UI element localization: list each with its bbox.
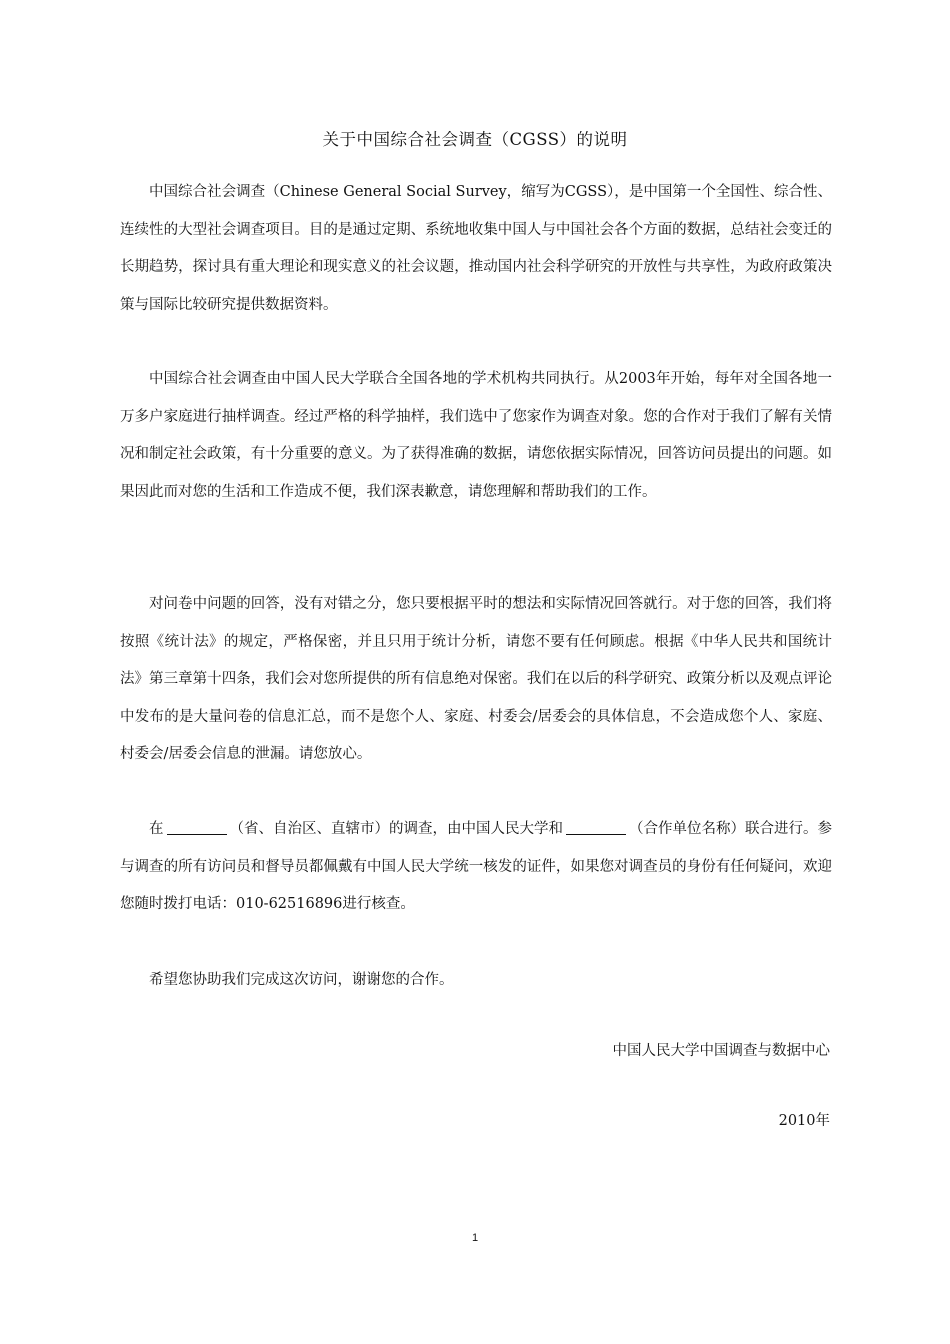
- signature-organization: 中国人民大学中国调查与数据中心: [612, 1043, 830, 1059]
- p4-text-part2: （省、自治区、直辖市）的调查，由中国人民大学和: [229, 821, 563, 837]
- paragraph-introduction: 中国综合社会调查（Chinese General Social Survey，缩写为CGSS），是中国第一个全国性、综合性、连续性的大型社会调查项目。目的是通过定期、系统地收集中国人与中国社会各个方面的数据，总结社会变迁的长期趋势，探讨具有重大理论和现实意义的社会议题，推动国内社会科学研究的开放性与共享性，为政府政策决策与国际比较研究提供数据资料。: [120, 184, 832, 313]
- signature-year: 2010年: [778, 1113, 830, 1129]
- paragraph-survey-location: [120, 811, 832, 924]
- province-blank-line: [167, 820, 227, 836]
- paragraph-closing: 希望您协助我们完成这次访问，谢谢您的合作。: [149, 972, 454, 988]
- document-title: 关于中国综合社会调查（CGSS）的说明: [322, 130, 628, 149]
- paragraph-confidentiality: 对问卷中问题的回答，没有对错之分，您只要根据平时的想法和实际情况回答就行。对于您的回答，我们将按照《统计法》的规定，严格保密，并且只用于统计分析，请您不要有任何顾虑。根据《中华人民共和国统计法》第三章第十四条，我们会对您所提供的所有信息绝对保密。我们在以后的科学研究、政策分析以及观点评论中发布的是大量问卷的信息汇总，而不是您个人、家庭、村委会/居委会的具体信息，不会造成您个人、家庭、村委会/居委会信息的泄漏。请您放心。: [120, 596, 832, 763]
- p4-text-part3: （合作单位名称）联合进行。参与调查的所有访问员和督导员都佩戴有中国人民大学统一核发的证件，如果您对调查员的身份有任何疑问，欢迎您随时拨打电话：010-62516896进行核查。: [120, 821, 832, 913]
- p4-text-part1: 在: [149, 821, 164, 837]
- paragraph-execution: 中国综合社会调查由中国人民大学联合全国各地的学术机构共同执行。从2003年开始，每年对全国各地一万多户家庭进行抽样调查。经过严格的科学抽样，我们选中了您家作为调查对象。您的合作对于我们了解有关情况和制定社会政策，有十分重要的意义。为了获得准确的数据，请您依据实际情况，回答访问员提出的问题。如果因此而对您的生活和工作造成不便，我们深表歉意，请您理解和帮助我们的工作。: [120, 371, 832, 500]
- page-number: 1: [471, 1232, 479, 1244]
- partner-blank-line: [566, 820, 626, 836]
